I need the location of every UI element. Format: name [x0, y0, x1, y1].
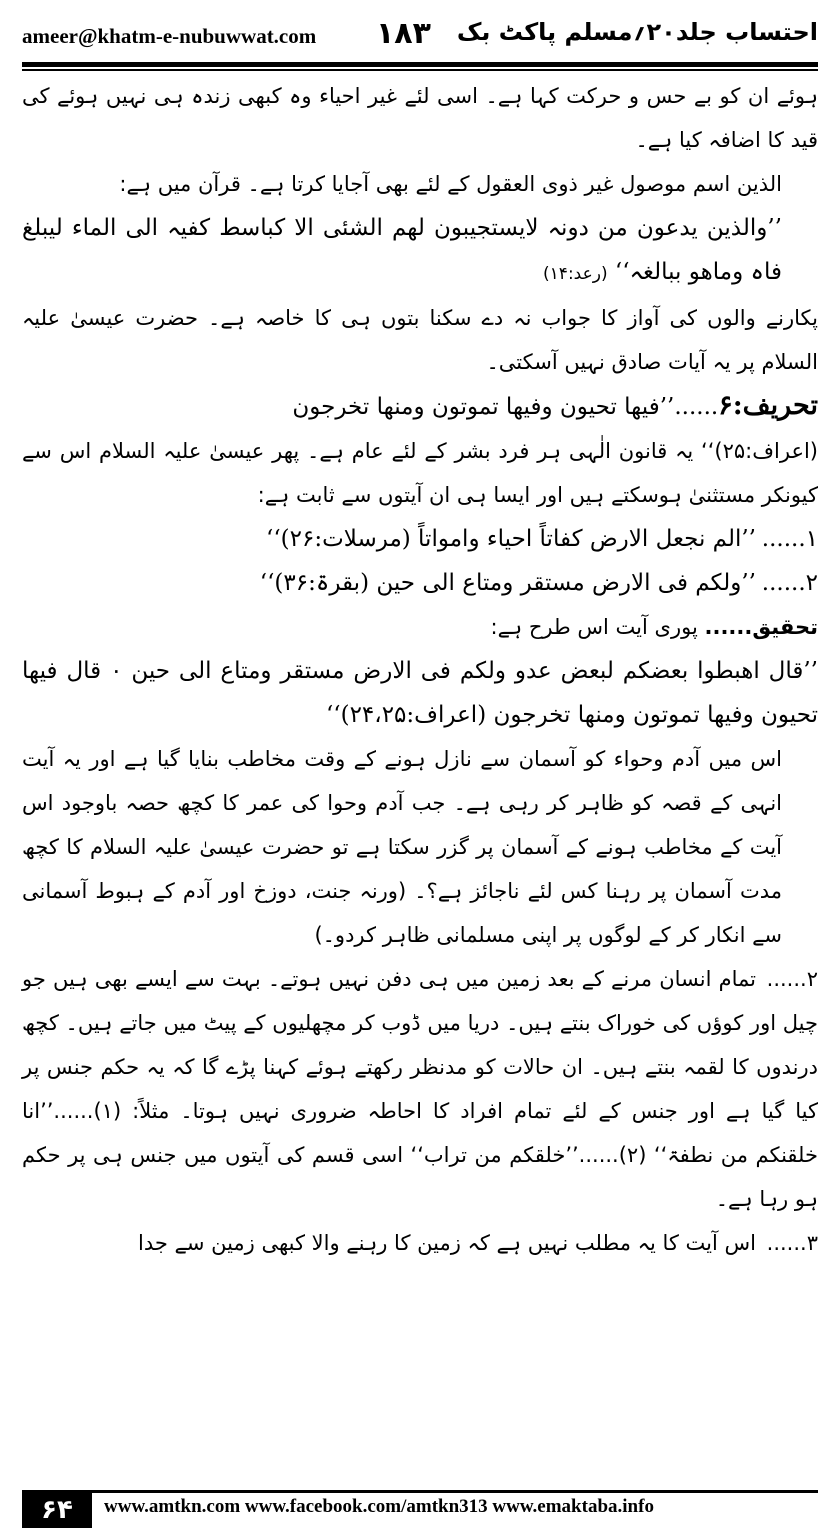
quote-text: ......’’فیھا تحیون وفیھا تموتون ومنھا تخرجون — [292, 394, 719, 420]
footer-rule — [22, 1490, 818, 1493]
paragraph: الذین اسم موصول غیر ذوی العقول کے لئے بھی آجایا کرتا ہے۔ قرآن میں ہے: — [119, 172, 782, 196]
paragraph-text: اس آیت کا یہ مطلب نہیں ہے کہ زمین کا رہنے والا کبھی زمین سے جدا — [138, 1231, 756, 1255]
numbered-item — [22, 517, 818, 561]
header-email: ameer@khatm-e-nubuwwat.com — [22, 24, 317, 48]
tahreef-heading — [22, 384, 818, 429]
quote-reference: (رعد:۱۴) — [543, 264, 608, 284]
header-rule-thin — [22, 69, 818, 71]
page-footer — [22, 1490, 818, 1528]
quote-text: ’’الم نجعل الارض کفاتاً احیاء وامواتاً (مرسلات:۲۶)‘‘ — [266, 526, 756, 552]
paragraph: ہوئے ان کو بے حس و حرکت کہا ہے۔ اسی لئے غیر احیاء وہ کبھی زندہ ہی نہیں ہوئے کی قید کا اضافہ کیا ہے۔ — [22, 84, 818, 152]
tahqeeq-line — [22, 605, 818, 649]
paragraph: اس میں آدم وحواء کو آسمان سے نازل ہونے کے وقت مخاطب بنایا گیا ہے اور یہ آیت انہی کے قصہ کو ظاہر کر رہی ہے۔ جب آدم وحوا کی عمر کا کچھ حصہ باوجود اس آیت کے مخاطب ہونے کے آسمان پر گزر سکتا ہے تو حضرت عیسیٰ علیہ السلام کا کچھ مدت آسمان پر رہنا کس لئے ناجائز ہے؟۔ (ورنہ جنت، دوزخ اور آدم کے ہبوط آسمانی سے انکار کر کے لوگوں پر اپنی مسلمانی ظاہر کردو۔) — [22, 747, 782, 947]
paragraph-text: تمام انسان مرنے کے بعد زمین میں ہی دفن نہیں ہوتے۔ بہت سے ایسے بھی ہیں جو چیل اور کوؤں کی خوراک بنتے ہیں۔ دریا میں ڈوب کر مچھلیوں کے پیٹ میں جاتے ہیں۔ کچھ درندوں کا لقمہ بنتے ہیں۔ ان حالات کو مدنظر رکھتے ہوئے کہنا پڑے گا کہ یہ حکم جنس پر کیا گیا ہے اور جنس کے لئے تمام افراد کا احاطہ ضروری نہیں ہوتا۔ مثلاً: (۱)......’’انا خلقنکم من نطفۃ‘‘ (۲)......’’خلقکم من تراب‘‘ اسی قسم کی آیتوں میں جنس ہی پر حکم ہو رہا ہے۔ — [22, 967, 818, 1211]
footer-links: www.amtkn.com www.facebook.com/amtkn313 www.emaktaba.info — [104, 1496, 654, 1517]
section-heading: تحقیق...... — [704, 615, 818, 639]
numbered-item — [22, 1221, 818, 1265]
numbered-item — [22, 561, 818, 605]
paragraph: (اعراف:۲۵)‘‘ یہ قانون الٰہی ہر فرد بشر کے لئے عام ہے۔ پھر عیسیٰ علیہ السلام اس سے کیونکر مستثنیٰ ہوسکتے ہیں اور ایسا ہی ان آیتوں سے ثابت ہے: — [22, 439, 818, 507]
quote-text: ’’ولکم فی الارض مستقر ومتاع الی حین (بقرۃ:۳۶)‘‘ — [259, 570, 756, 596]
item-number: ۲...... — [761, 570, 818, 596]
quran-quote — [22, 206, 818, 296]
item-number: ۲...... — [766, 967, 818, 991]
section-heading: تحریف:۶ — [718, 390, 818, 421]
paragraph: پکارنے والوں کی آواز کا جواب نہ دے سکنا بتوں ہی کا خاصہ ہے۔ حضرت عیسیٰ علیہ السلام پر یہ آیات صادق نہیں آسکتی۔ — [22, 306, 818, 374]
paragraph-text: پوری آیت اس طرح ہے: — [490, 615, 698, 639]
numbered-item — [22, 957, 818, 1221]
item-number: ۳...... — [766, 1231, 818, 1255]
page-header — [22, 14, 818, 58]
header-page-number: ۱۸۳ — [376, 16, 431, 51]
quran-quote: ’’قال اھبطوا بعضکم لبعض عدو ولکم فی الارض مستقر ومتاع الی حین ۰ قال فیھا تحیون وفیھا تموتون ومنھا تخرجون (اعراف:۲۴،۲۵)‘‘ — [22, 658, 818, 728]
page-body — [22, 74, 818, 1265]
quote-text: ’’والذین یدعون من دونہ لایستجیبون لھم الشئی الا کباسط کفیہ الی الماء لیبلغ فاہ وماھو ببالغہ‘‘ — [22, 215, 782, 285]
footer-page-number: ۶۴ — [22, 1492, 92, 1528]
header-book-title: احتساب جلد۲۰؍مسلم پاکٹ بک — [456, 18, 818, 46]
item-number: ۱...... — [761, 526, 818, 552]
header-rule — [22, 62, 818, 67]
